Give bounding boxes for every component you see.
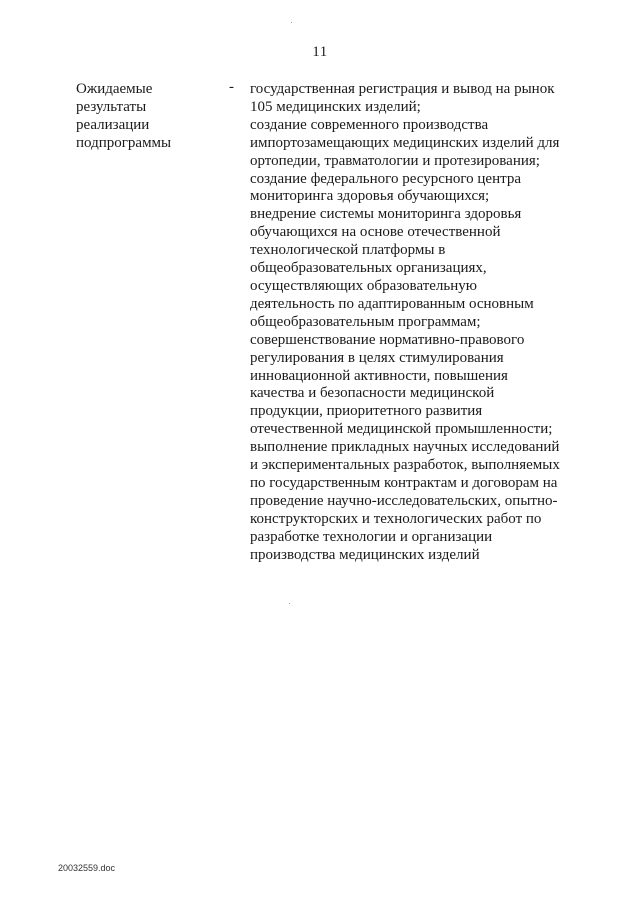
content-line: совершенствование нормативно-правового xyxy=(250,331,525,348)
content-line: общеобразовательных организациях, xyxy=(250,260,487,277)
content-line: по государственным контрактам и договорам на xyxy=(250,474,558,491)
content-line: выполнение прикладных научных исследований xyxy=(250,439,560,456)
content-line: деятельность по адаптированным основным xyxy=(250,295,534,312)
section-label-line: реализации xyxy=(76,116,150,133)
footer-filename: 20032559.doc xyxy=(58,863,116,873)
content-line: осуществляющих образовательную xyxy=(250,277,477,294)
content-line: отечественной медицинской промышленности; xyxy=(250,421,553,438)
section-label xyxy=(76,81,216,153)
content-line: качества и безопасности медицинской xyxy=(250,385,495,402)
section-content xyxy=(250,81,580,564)
list-dash: - xyxy=(229,79,234,95)
content-line: проведение научно-исследовательских, опытно- xyxy=(250,492,558,509)
content-line: регулирования в целях стимулирования xyxy=(250,349,504,366)
section-label-line: результаты xyxy=(76,98,147,115)
content-line: конструкторских и технологических работ по xyxy=(250,510,542,527)
content-line: создание современного производства xyxy=(250,116,489,133)
content-line: создание федерального ресурсного центра xyxy=(250,170,522,187)
page-number: 11 xyxy=(312,44,328,60)
content-line: ортопедии, травматологии и протезирования; xyxy=(250,152,540,169)
content-line: обучающихся на основе отечественной xyxy=(250,224,501,241)
content-line: государственная регистрация и вывод на рынок xyxy=(250,81,555,97)
section-label-line: подпрограммы xyxy=(76,134,172,151)
content-line: продукции, приоритетного развития xyxy=(250,403,483,420)
content-line: разработке технологии и организации xyxy=(250,528,493,545)
content-line: мониторинга здоровья обучающихся; xyxy=(250,188,490,205)
content-line: общеобразовательным программам; xyxy=(250,313,481,330)
scan-speck-mid xyxy=(289,603,290,604)
content-line: внедрение системы мониторинга здоровья xyxy=(250,206,522,223)
content-line: 105 медицинских изделий; xyxy=(250,98,421,115)
content-line: инновационной активности, повышения xyxy=(250,367,508,384)
content-line: и экспериментальных разработок, выполняемых xyxy=(250,457,560,474)
content-line: производства медицинских изделий xyxy=(250,546,480,563)
scan-speck-top xyxy=(291,22,292,23)
content-line: технологической платформы в xyxy=(250,242,446,259)
section-label-line: Ожидаемые xyxy=(76,81,153,97)
content-line: импортозамещающих медицинских изделий для xyxy=(250,134,560,151)
